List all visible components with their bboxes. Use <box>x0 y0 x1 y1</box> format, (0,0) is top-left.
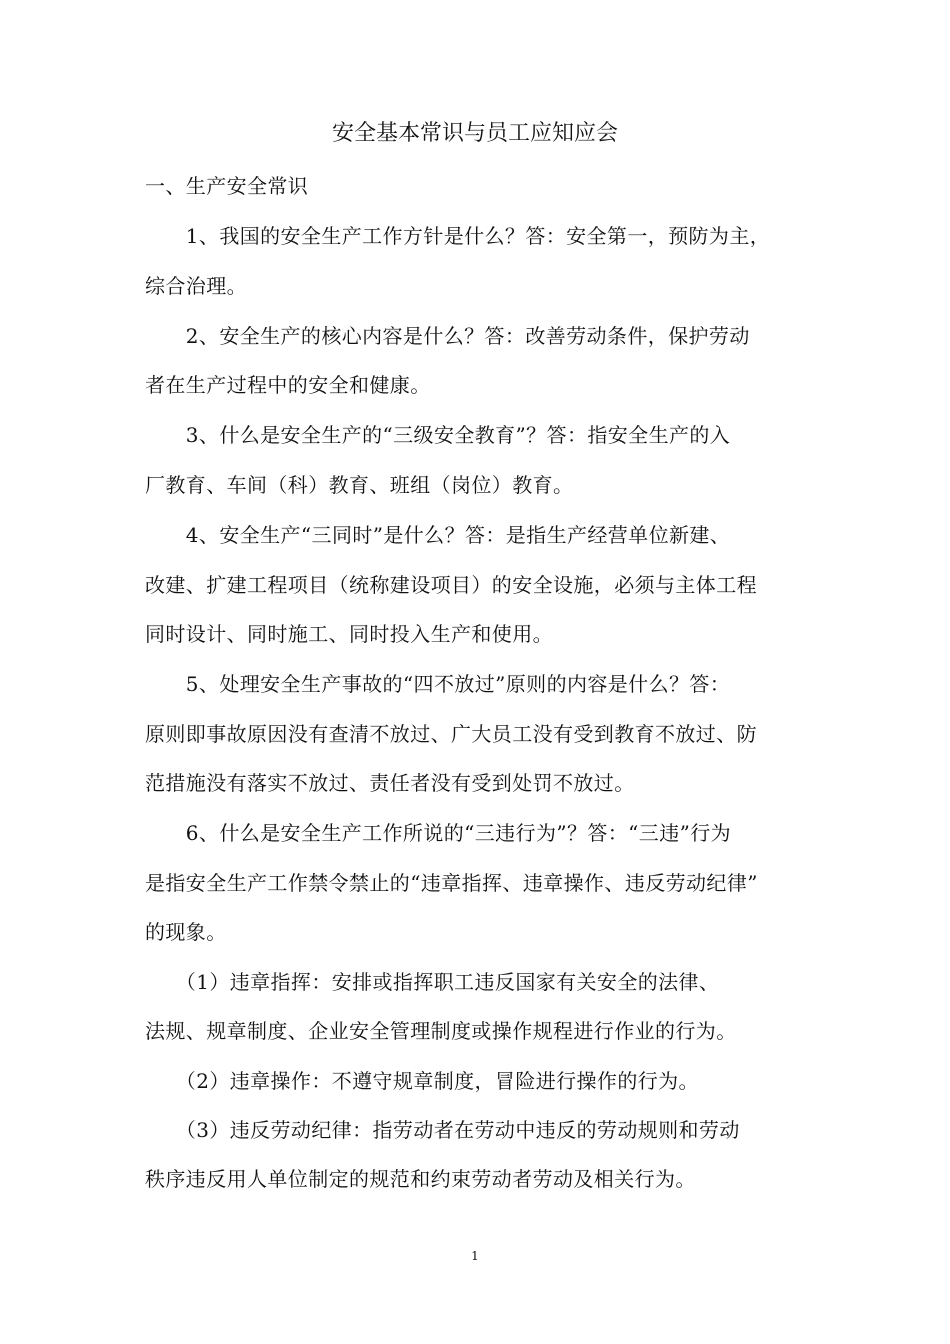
paragraph-line: 5、处理安全生产事故的“四不放过”原则的内容是什么？答： <box>145 672 731 696</box>
paragraph-line: 3、什么是安全生产的“三级安全教育”？答：指安全生产的入 <box>145 423 731 447</box>
paragraph-line: 1、我国的安全生产工作方针是什么？答：安全第一，预防为主， <box>145 224 771 248</box>
paragraph-line: （1）违章指挥：安排或指挥职工违反国家有关安全的法律、 <box>145 970 720 994</box>
paragraph-line: 6、什么是安全生产工作所说的“三违行为”？答：“三违”行为 <box>145 821 732 845</box>
paragraph-line: 法规、规章制度、企业安全管理制度或操作规程进行作业的行为。 <box>145 1019 737 1043</box>
paragraph-line: 厂教育、车间（科）教育、班组（岗位）教育。 <box>145 473 574 497</box>
paragraph-line: 同时设计、同时施工、同时投入生产和使用。 <box>145 622 553 646</box>
paragraph-line: （2）违章操作：不遵守规章制度，冒险进行操作的行为。 <box>145 1069 699 1093</box>
page-number: 1 <box>471 1249 479 1263</box>
paragraph-line: 秩序违反用人单位制定的规范和约束劳动者劳动及相关行为。 <box>145 1167 696 1191</box>
document-title: 安全基本常识与员工应知应会 <box>331 121 618 146</box>
paragraph-line: 原则即事故原因没有查清不放过、广大员工没有受到教育不放过、防 <box>145 722 757 746</box>
paragraph-line: 的现象。 <box>145 920 227 944</box>
paragraph-line: 2、安全生产的核心内容是什么？答：改善劳动条件，保护劳动 <box>145 324 750 348</box>
paragraph-line: 4、安全生产“三同时”是什么？答：是指生产经营单位新建、 <box>145 523 731 547</box>
paragraph-line: 改建、扩建工程项目（统称建设项目）的安全设施，必须与主体工程 <box>145 573 757 597</box>
paragraph-line: （3）违反劳动纪律：指劳动者在劳动中违反的劳动规则和劳动 <box>145 1118 740 1142</box>
paragraph-line: 综合治理。 <box>145 274 247 298</box>
section-heading: 一、生产安全常识 <box>145 174 309 198</box>
paragraph-line: 范措施没有落实不放过、责任者没有受到处罚不放过。 <box>145 771 635 795</box>
paragraph-line: 者在生产过程中的安全和健康。 <box>145 373 431 397</box>
paragraph-line: 是指安全生产工作禁令禁止的“违章指挥、违章操作、违反劳动纪律” <box>145 871 758 895</box>
